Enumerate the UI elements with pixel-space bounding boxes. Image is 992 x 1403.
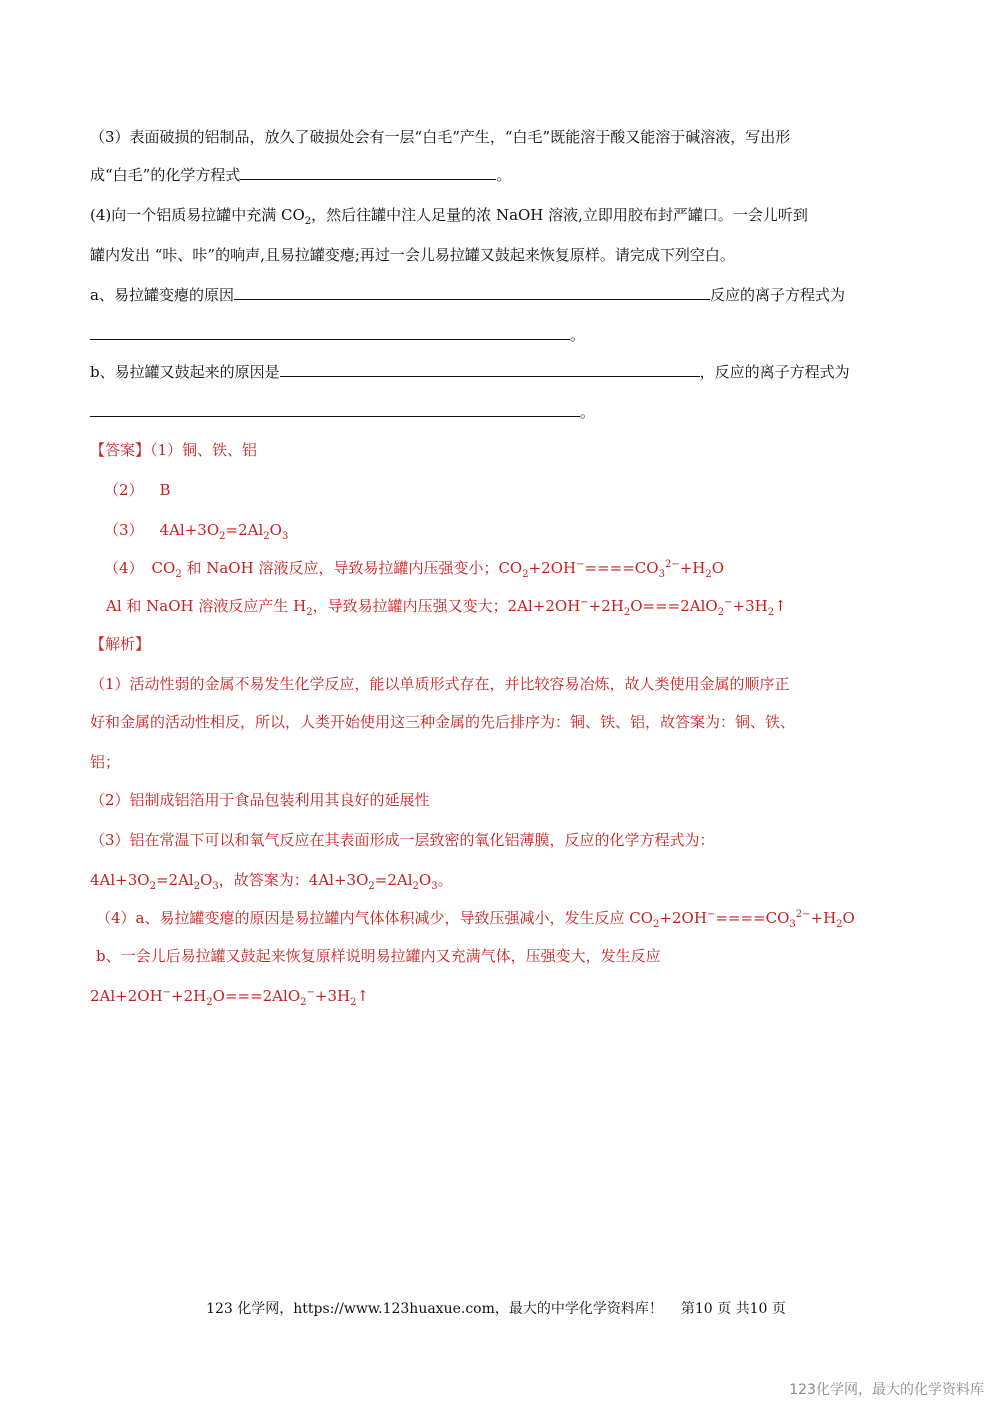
analysis-1-line-2: 好和金属的活动性相反，所以，人类开始使用这三种金属的先后排序为：铜、铁、铝，故答案为：铜、铁、	[90, 713, 796, 731]
q4-line-1	[90, 205, 808, 225]
q3-line-2	[90, 165, 511, 185]
qa-blank-2	[90, 325, 570, 340]
q4-text-a: (4)向一个铝质易拉罐中充满 CO	[90, 206, 305, 224]
analysis-4-line-1: （4）a、易拉罐变瘪的原因是易拉罐内气体体积减少，导致压强减小，发生反应 $CO_2+2OH^-====CO_3^{2-}+H_2O$	[96, 909, 855, 930]
q4-text-b: ，然后往罐中注人足量的浓 NaOH 溶液,立即用胶布封严罐口。一会儿听到	[311, 206, 808, 224]
q4-line-2: 罐内发出 “咔、咔”的响声,且易拉罐变瘪;再过一会儿易拉罐又鼓起来恢复原样。请完成下列空白。	[90, 246, 735, 264]
watermark: 123化学网，最大的化学资料库	[789, 1382, 984, 1398]
qb-line-2	[90, 402, 595, 422]
answer-line-4	[104, 558, 724, 578]
answer-1: （1）铜、铁、铝	[150, 441, 258, 459]
footer-site: 123 化学网，https://www.123huaxue.com，最大的中学化学资料库！	[206, 1301, 663, 1317]
analysis-1-line-3: 铝；	[90, 753, 121, 771]
qb-blank-1	[280, 362, 700, 377]
answer-line-1	[90, 440, 257, 460]
analysis-label: 【解析】	[90, 635, 151, 653]
analysis-3-line-2: $4Al+3O_2=2Al_2O_3$，故答案为：$4Al+3O_2=2Al_2O_3$。	[90, 871, 453, 892]
qb-line-1	[90, 362, 850, 382]
qa-line-2	[90, 325, 585, 345]
q4-sub: 2	[304, 216, 312, 227]
qa-text: a、易拉罐变瘪的原因	[90, 286, 234, 304]
answer-3-num: （3）	[104, 521, 144, 539]
qa-line-1	[90, 285, 845, 305]
footer-page-number: 第10 页 共10 页	[680, 1301, 786, 1317]
qa-text-b: 反应的离子方程式为	[709, 286, 845, 304]
q3-prompt: 成“白毛”的化学方程式	[90, 166, 241, 184]
qb-text-b: ，反应的离子方程式为	[699, 363, 850, 381]
qa-blank-1	[234, 285, 710, 300]
answer-label: 【答案】	[90, 441, 151, 459]
analysis-3-line-1: （3）铝在常温下可以和氧气反应在其表面形成一层致密的氧化铝薄膜，反应的化学方程式为：	[90, 831, 715, 849]
qb-end: 。	[580, 403, 596, 421]
answer-4-text: $CO_2$ 和 NaOH 溶液反应，导致易拉罐内压强变小；$CO_2+2OH^-====CO_3^{2-}+H_2O$	[151, 559, 725, 580]
q3-end: 。	[496, 166, 512, 184]
analysis-2: （2）铝制成铝箔用于食品包装利用其良好的延展性	[90, 791, 430, 809]
analysis-4-line-2: b、一会儿后易拉罐又鼓起来恢复原样说明易拉罐内又充满气体，压强变大，发生反应	[96, 947, 661, 965]
q3-blank	[240, 165, 496, 180]
answer-line-3	[104, 520, 288, 540]
answer-line-2	[104, 480, 171, 500]
answer-2-num: （2）	[104, 481, 144, 499]
q3-line-1: （3）表面破损的铝制品，放久了破损处会有一层“白毛”产生，“白毛”既能溶于酸又能溶于碱溶液，写出形	[90, 128, 791, 146]
qa-end: 。	[570, 326, 586, 344]
answer-4-num: （4）	[104, 559, 144, 577]
page-footer	[0, 1298, 992, 1318]
answer-line-5: Al 和 NaOH 溶液反应产生 $H_2$，导致易拉罐内压强又变大；$2Al+2OH^-+2H_2O===2AlO_2^-+3H_2↑$	[106, 597, 787, 618]
answer-3-equation: $4Al+3O_2=2Al_2O_3$	[159, 521, 289, 542]
analysis-4-line-3: $2Al+2OH^-+2H_2O===2AlO_2^-+3H_2↑$	[90, 987, 370, 1008]
qb-blank-2	[90, 402, 580, 417]
qb-text: b、易拉罐又鼓起来的原因是	[90, 363, 280, 381]
answer-2-value: B	[159, 481, 171, 499]
analysis-1-line-1: （1）活动性弱的金属不易发生化学反应，能以单质形式存在，并比较容易冶炼，故人类使用金属的顺序正	[90, 675, 790, 693]
